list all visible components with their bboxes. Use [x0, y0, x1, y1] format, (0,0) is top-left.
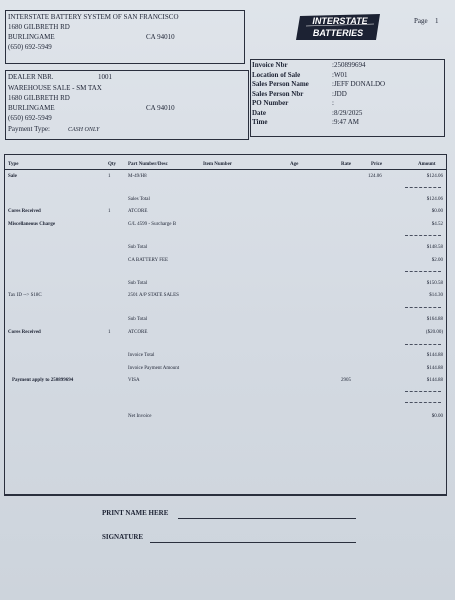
row-payment-apply-rate: 2905: [341, 378, 351, 383]
row-battery-fee-amount: $2.00: [431, 258, 443, 263]
row-net-invoice-desc: Net Invoice: [128, 414, 152, 419]
row-cores2-amount: ($20.00): [425, 330, 443, 335]
row-invoice-total-amount: $144.88: [426, 353, 443, 358]
date-label: Date: [252, 108, 266, 117]
line-items-table: [4, 154, 447, 496]
invoice-info-row: [252, 119, 440, 129]
row-subtotal3-desc: Sub Total: [128, 317, 148, 322]
company-phone: (650) 692-5949: [8, 43, 52, 51]
interstate-batteries-logo: [296, 12, 384, 42]
signature-label: SIGNATURE: [102, 533, 144, 541]
location-label: Location of Sale: [252, 70, 301, 79]
subtotal-rule: [405, 344, 441, 345]
signature-section-divider: [5, 494, 446, 495]
row-sale-amount: $124.06: [426, 174, 443, 179]
row-cores-amount: $0.00: [431, 209, 443, 214]
row-sale-qty: 1: [108, 174, 111, 179]
subtotal-rule: [405, 307, 441, 308]
row-tax-amount: $14.30: [429, 293, 443, 298]
sales-person-name-label: Sales Person Name: [252, 80, 309, 88]
row-cores-desc: ATCORE: [128, 209, 148, 214]
sales-person-nbr-value: :JDD: [332, 89, 347, 98]
row-cores2-type: Cores Received: [8, 330, 41, 335]
invoice-nbr-label: Invoice Nbr: [252, 61, 288, 69]
col-header-type: Type: [8, 162, 19, 167]
logo-line1: INTERSTATE: [312, 16, 368, 26]
subtotal-rule: [405, 187, 441, 188]
print-name-label: PRINT NAME HERE: [102, 509, 169, 517]
time-value: :9:47 AM: [332, 118, 360, 126]
row-cores2-desc: ATCORE: [128, 330, 148, 335]
location-value: :W01: [332, 70, 348, 79]
subtotal-rule: [405, 391, 441, 392]
dealer-address: 1680 GILBRETH RD: [8, 94, 70, 102]
row-sales-total-desc: Sales Total: [128, 197, 150, 202]
dealer-name: WAREHOUSE SALE - SM TAX: [8, 84, 102, 92]
payment-type-value: CASH ONLY: [68, 127, 100, 133]
row-sales-total-amount: $124.06: [426, 197, 443, 202]
signature-line[interactable]: [150, 542, 356, 543]
col-header-amount: Amount: [418, 162, 436, 167]
payment-type-label: Payment Type:: [8, 125, 50, 133]
row-tax-type: Tax ID --> S18C: [8, 293, 42, 298]
company-address: 1680 GILBRETH RD: [8, 23, 70, 31]
company-city: BURLINGAME: [8, 33, 55, 41]
row-battery-fee-desc: CA BATTERY FEE: [128, 258, 169, 263]
subtotal-rule: [405, 235, 441, 236]
row-payment-apply-desc: VISA: [128, 378, 140, 383]
sales-person-name-value: :JEFF DONALDO: [332, 80, 386, 88]
dealer-label: DEALER NBR.: [8, 73, 54, 81]
row-sale-type: Sale: [8, 174, 17, 179]
dealer-city: BURLINGAME: [8, 104, 55, 112]
row-misc-desc: G/L 4599 - Surcharge B: [128, 222, 177, 227]
dealer-number: 1001: [98, 73, 112, 81]
row-sale-price: 124.06: [368, 174, 382, 179]
col-header-price: Price: [371, 162, 383, 167]
row-subtotal2-amount: $150.58: [426, 281, 443, 286]
logo-line2: BATTERIES: [312, 28, 364, 38]
date-value: :8/29/2025: [332, 108, 363, 117]
col-header-part: Part Number/Desc: [128, 162, 168, 167]
row-payment-apply-type: Payment apply to 250899694: [12, 378, 74, 383]
table-header-divider: [5, 169, 446, 170]
row-payment-amount-amount: $144.88: [426, 366, 443, 371]
col-header-item: Item Number: [203, 162, 233, 167]
po-number-label: PO Number: [252, 99, 289, 107]
company-name: INTERSTATE BATTERY SYSTEM OF SAN FRANCISCO: [8, 13, 179, 21]
row-net-invoice-amount: $0.00: [431, 414, 443, 419]
print-name-line[interactable]: [178, 518, 356, 519]
po-number-value: :: [332, 99, 334, 107]
page-number: 1: [435, 17, 439, 25]
invoice-nbr-value: :250899694: [332, 61, 366, 69]
row-sale-desc: M-49/H8: [128, 174, 147, 179]
dealer-phone: (650) 692-5949: [8, 114, 52, 122]
row-payment-amount-desc: Invoice Payment Amount: [128, 366, 180, 371]
row-tax-desc: 2501 A/P STATE SALES: [128, 293, 179, 298]
row-subtotal3-amount: $164.88: [426, 317, 443, 322]
subtotal-rule: [405, 271, 441, 272]
row-subtotal1-desc: Sub Total: [128, 245, 148, 250]
row-misc-type: Miscellaneous Charge: [8, 222, 56, 227]
row-subtotal2-desc: Sub Total: [128, 281, 148, 286]
company-state-zip: CA 94010: [146, 33, 175, 41]
col-header-qty: Qty: [108, 162, 117, 167]
row-subtotal1-amount: $148.58: [426, 245, 443, 250]
row-invoice-total-desc: Invoice Total: [128, 353, 155, 358]
row-cores2-qty: 1: [108, 330, 111, 335]
row-cores-qty: 1: [108, 209, 111, 214]
row-payment-apply-amount: $144.88: [426, 378, 443, 383]
row-misc-amount: $4.52: [431, 222, 443, 227]
subtotal-rule: [405, 402, 441, 403]
dealer-state-zip: CA 94010: [146, 104, 175, 112]
page-label: Page: [414, 17, 428, 25]
invoice-info-list: [252, 62, 440, 129]
time-label: Time: [252, 118, 268, 126]
col-header-age: Age: [290, 162, 299, 167]
col-header-rate: Rate: [341, 162, 351, 167]
sales-person-nbr-label: Sales Person Nbr: [252, 89, 304, 98]
row-cores-type: Cores Received: [8, 209, 41, 214]
